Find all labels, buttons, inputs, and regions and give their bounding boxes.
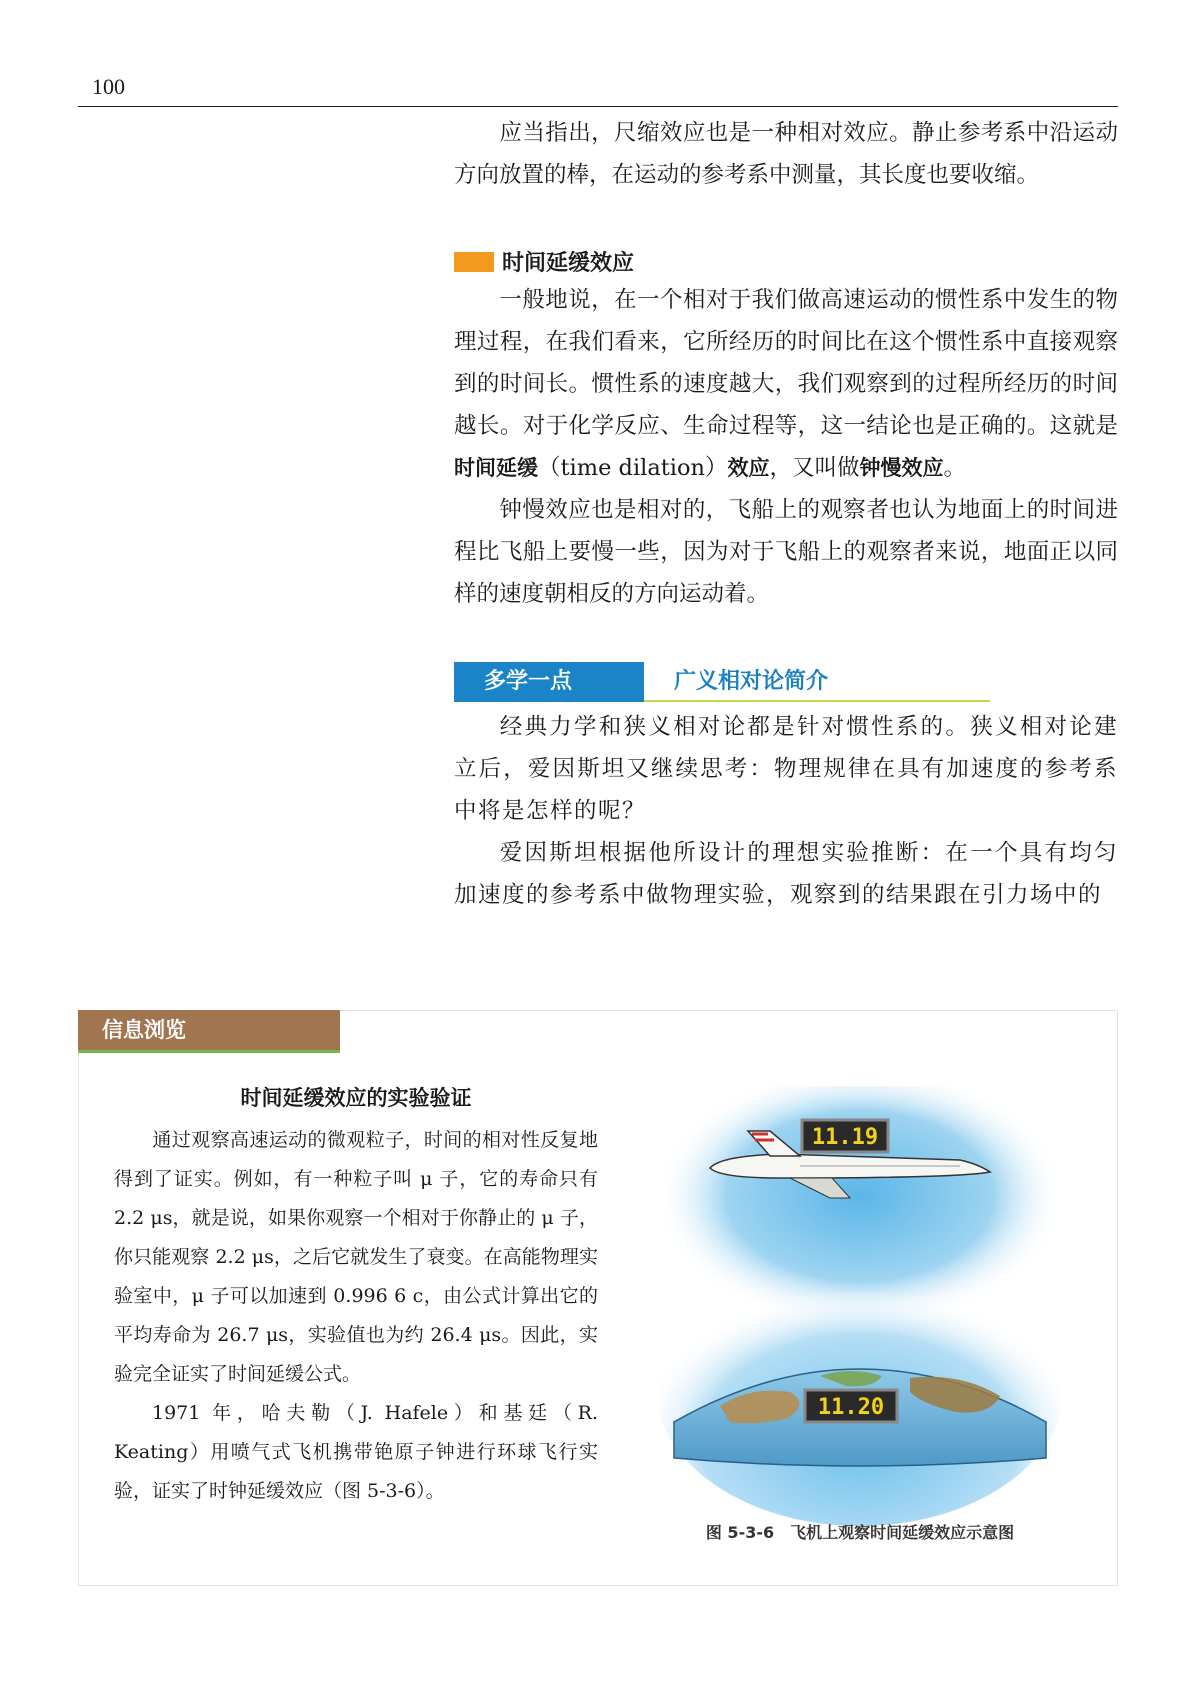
info-box-body <box>114 1121 598 1511</box>
learn-more-underline <box>644 700 990 702</box>
header-rule <box>78 106 1118 107</box>
time-dilation-section <box>454 246 1118 615</box>
learn-more-p2-text: 爱因斯坦根据他所设计的理想实验推断：在一个具有均匀加速度的参考系中做物理实验，观察到的结果跟在引力场中的 <box>454 840 1118 908</box>
figure-illustration <box>660 1086 1060 1526</box>
term-clock-slow: 钟慢效应 <box>859 456 944 480</box>
term-time-dilation: 时间延缓 <box>454 456 538 480</box>
section-marker-icon <box>454 252 494 272</box>
figure-plane-earth <box>660 1086 1060 1526</box>
learn-more-section <box>454 706 1118 916</box>
time-dilation-paragraph-2 <box>454 489 1118 615</box>
info-box-tag: 信息浏览 <box>78 1010 340 1050</box>
learn-more-title: 广义相对论简介 <box>674 669 829 694</box>
intro-paragraph <box>454 112 1118 196</box>
time-dilation-heading-text: 时间延缓效应 <box>502 251 635 276</box>
page-number: 100 <box>92 74 125 99</box>
info-box-paragraph-2 <box>114 1394 598 1511</box>
intro-section <box>454 112 1118 196</box>
info-box-title: 时间延缓效应的实验验证 <box>240 1086 472 1110</box>
info-box-tag-underline <box>78 1050 340 1053</box>
p1-end: 。 <box>943 455 967 481</box>
time-dilation-heading <box>454 246 1118 277</box>
learn-more-paragraph-2 <box>454 832 1118 916</box>
learn-more-header <box>454 662 990 702</box>
term-effect: 效应 <box>727 456 770 480</box>
ground-clock-reading: 11.20 <box>817 1395 885 1420</box>
term-english: （time dilation） <box>538 455 728 481</box>
info-p2-text: 1971 年，哈夫勒（J. Hafele）和基廷（R. Keating）用喷气式飞机携带铯原子钟进行环球飞行实验，证实了时钟延缓效应（图 5-3-6）。 <box>114 1402 598 1502</box>
figure-caption: 图 5-3-6 飞机上观察时间延缓效应示意图 <box>705 1523 1015 1542</box>
p1-mid: ，又叫做 <box>769 455 860 481</box>
learn-more-paragraph-1 <box>454 706 1118 832</box>
learn-more-tag: 多学一点 <box>454 662 644 702</box>
time-dilation-paragraph-1 <box>454 279 1118 489</box>
plane-clock <box>802 1120 888 1152</box>
info-box-paragraph-1 <box>114 1121 598 1394</box>
info-p1-text: 通过观察高速运动的微观粒子，时间的相对性反复地得到了证实。例如，有一种粒子叫 μ 子，它的寿命只有 2.2 μs，就是说，如果你观察一个相对于你静止的 μ 子，你只能观察 2.2 μs，之后它就发生了衰变。在高能物理实验室中，μ 子可以加速到 0.996 6 c，由公式计算出它的平均寿命为 26.7 μs，实验值也为约 26.4 μs。因此，实验完全证实了时间延缓公式。 <box>114 1129 598 1385</box>
learn-more-p1-text: 经典力学和狭义相对论都是针对惯性系的。狭义相对论建立后，爱因斯坦又继续思考：物理规律在具有加速度的参考系中将是怎样的呢？ <box>454 714 1118 824</box>
ground-clock <box>805 1390 897 1422</box>
p2-text: 钟慢效应也是相对的，飞船上的观察者也认为地面上的时间进程比飞船上要慢一些，因为对于飞船上的观察者来说，地面正以同样的速度朝相反的方向运动着。 <box>454 497 1118 607</box>
plane-clock-reading: 11.19 <box>811 1125 879 1150</box>
intro-paragraph-text: 应当指出，尺缩效应也是一种相对效应。静止参考系中沿运动方向放置的棒，在运动的参考系中测量，其长度也要收缩。 <box>454 120 1118 188</box>
p1-text: 一般地说，在一个相对于我们做高速运动的惯性系中发生的物理过程，在我们看来，它所经历的时间比在这个惯性系中直接观察到的时间长。惯性系的速度越大，我们观察到的过程所经历的时间越长。对于化学反应、生命过程等，这一结论也是正确的。这就是 <box>454 287 1118 439</box>
